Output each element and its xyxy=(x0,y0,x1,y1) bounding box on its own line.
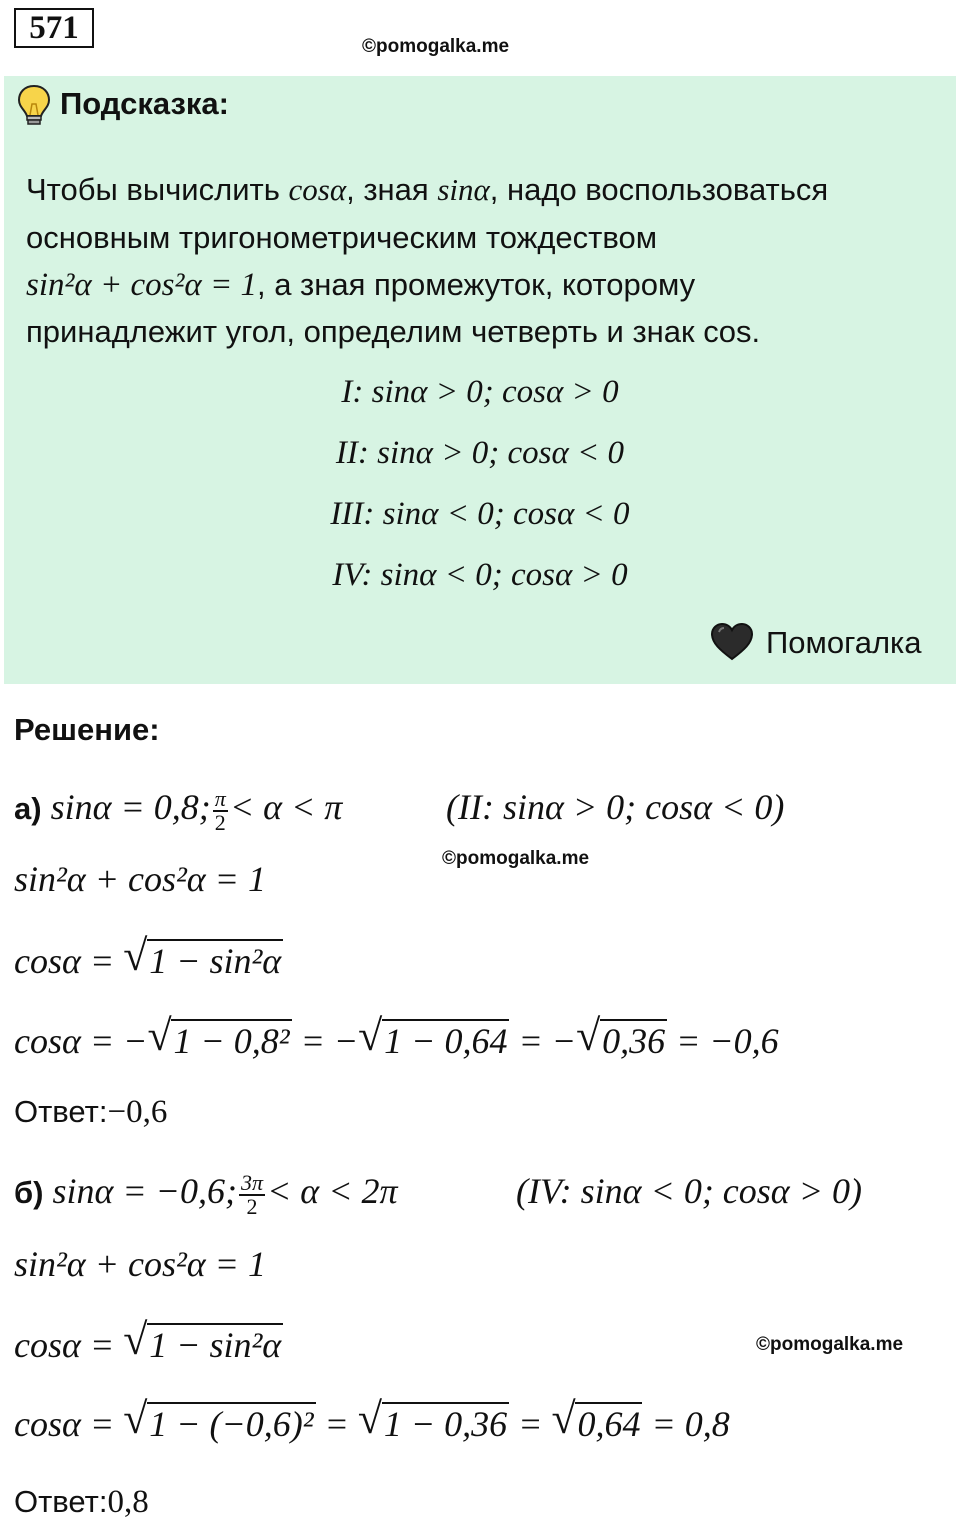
part-b-answer: Ответ:0,8 xyxy=(14,1484,149,1520)
watermark-top: ©pomogalka.me xyxy=(362,36,510,57)
watermark-bottom: ©pomogalka.me xyxy=(756,1334,904,1355)
lightbulb-icon xyxy=(16,84,52,126)
part-a-formula: cosα = √ 1 − sin²α xyxy=(14,931,282,981)
part-b-calc: cosα = √ 1 − (−0,6)² = √ 1 − 0,36 = √ 0,64 = 0,8 xyxy=(14,1394,730,1444)
hint-line-2: основным тригонометрическим тождеством xyxy=(26,220,658,255)
fraction: $\frac{3\pi}{2}$ xyxy=(240,1169,263,1219)
problem-number: 571 xyxy=(14,8,94,48)
sqrt: √ 1 − sin²α xyxy=(123,931,282,981)
quadrant-2: II: sinα > 0; cosα < 0 xyxy=(335,435,625,471)
brand-label: Помогалка xyxy=(766,625,922,660)
heart-icon xyxy=(710,622,754,662)
part-a-identity: sin²α + cos²α = 1 xyxy=(14,859,266,899)
quadrant-4: IV: sinα < 0; cosα > 0 xyxy=(332,557,628,593)
part-a-quadrant: (II: sinα > 0; cosα < 0) xyxy=(446,787,785,827)
part-a-calc: cosα = − √ 1 − 0,8² = − √ 1 − 0,64 = − √ 0,36 = −0,6 xyxy=(14,1011,779,1061)
hint-title: Подсказка: xyxy=(60,86,229,121)
sqrt: √ 1 − sin²α xyxy=(123,1315,282,1365)
hint-line-4: принадлежит угол, определим четверть и знак cos. xyxy=(26,314,761,349)
part-b-given: б) sinα = −0,6; $\frac{3\pi}{2}$ < α < 2π xyxy=(14,1169,398,1219)
part-b-formula: cosα = √ 1 − sin²α xyxy=(14,1315,282,1365)
hint-line-1: Чтобы вычислить cosα, зная sinα, надо воспользоваться xyxy=(26,172,829,207)
part-a-given: а) sinα = 0,8; $\frac{\pi}{2}$ < α < π xyxy=(14,785,343,835)
part-b-quadrant: (IV: sinα < 0; cosα > 0) xyxy=(516,1171,862,1211)
fraction: $\frac{\pi}{2}$ xyxy=(214,785,226,835)
watermark-middle: ©pomogalka.me xyxy=(442,848,590,869)
part-a-answer: Ответ:−0,6 xyxy=(14,1094,168,1130)
part-b-identity: sin²α + cos²α = 1 xyxy=(14,1244,266,1284)
solution-title: Решение: xyxy=(14,712,160,747)
hint-line-3: sin²α + cos²α = 1, а зная промежуток, которому xyxy=(26,267,696,303)
quadrant-3: III: sinα < 0; cosα < 0 xyxy=(330,496,630,532)
quadrant-1: I: sinα > 0; cosα > 0 xyxy=(341,374,619,410)
